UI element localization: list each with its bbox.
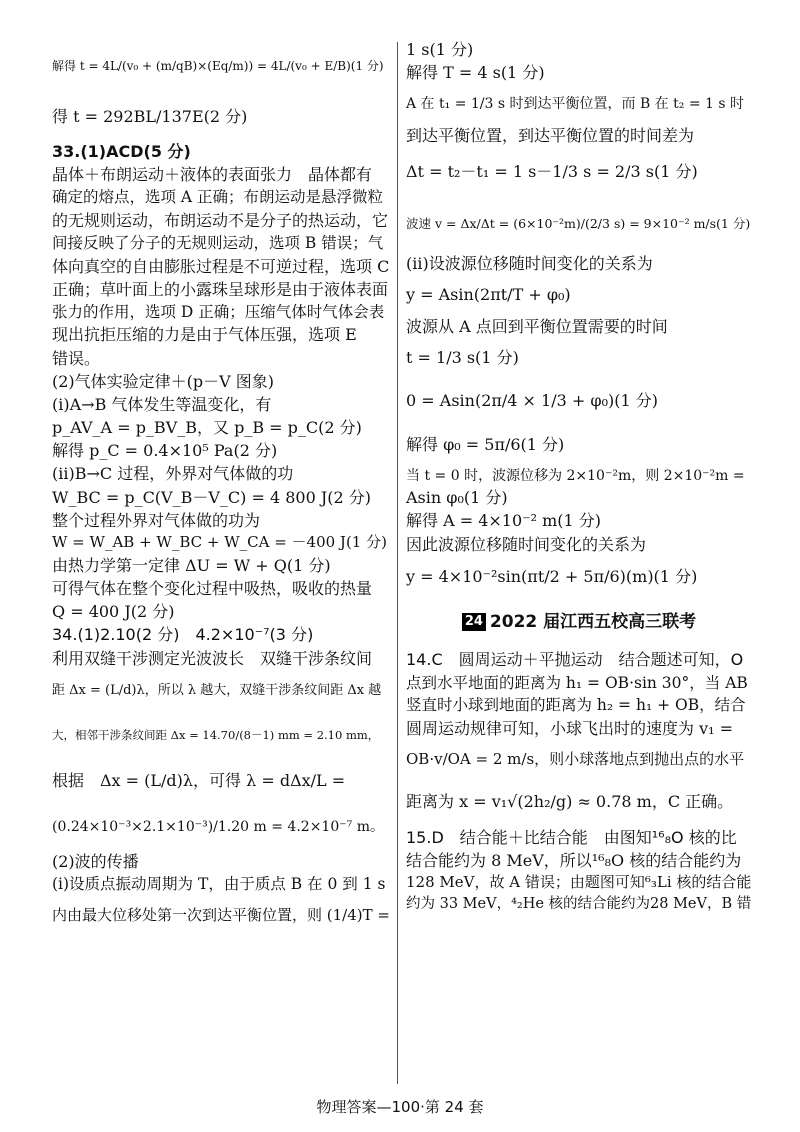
equation-line: 距离为 x = v₁√(2h₂/g) ≈ 0.78 m，C 正确。: [406, 791, 734, 811]
text-line: 结合能约为 8 MeV，所以¹⁶₈O 核的结合能约为: [406, 850, 742, 870]
text-line: 波源从 A 点回到平衡位置需要的时间: [406, 316, 668, 336]
text-line: 到达平衡位置，到达平衡位置的时间差为: [406, 126, 695, 146]
text-line: 得 t = 292BL/137E(2 分): [52, 107, 248, 126]
text-line: 正确；草叶面上的小露珠呈球形是由于液体表面: [52, 279, 389, 299]
question-14-line: 14.C 圆周运动＋平抛运动 结合题述可知，O: [406, 650, 744, 670]
text-line: 因此波源位移随时间变化的关系为: [406, 534, 647, 554]
question-15-line: 15.D 结合能＋比结合能 由图知¹⁶₈O 核的比: [406, 827, 737, 847]
text-line: 竖直时小球到地面的距离为 h₂ = h₁ + OB，结合: [406, 696, 746, 715]
right-column: [406, 38, 752, 915]
text-line: (2)波的传播: [52, 851, 139, 871]
text-line: 确定的熔点，选项 A 正确；布朗运动是悬浮微粒: [52, 188, 384, 207]
text-line: 整个过程外界对气体做的功为: [52, 510, 261, 530]
equation-line: 距 Δx = (L/d)λ，所以 λ 越大，双缝干涉条纹间距 Δx 越: [52, 682, 382, 698]
column-divider: [397, 42, 398, 1084]
text-line: 利用双缝干涉测定光波波长 双缝干涉条纹间: [52, 648, 373, 668]
exam-banner: [406, 610, 752, 635]
text-line: 晶体＋布朗运动＋液体的表面张力 晶体都有: [52, 165, 373, 185]
equation-line: 解得 A = 4×10⁻² m(1 分): [406, 511, 602, 531]
equation-line: 0 = Asin(2π/4 × 1/3 + φ₀)(1 分): [406, 390, 658, 410]
text-line: 由热力学第一定律 ΔU = W + Q(1 分): [52, 555, 331, 575]
text-line: 1 s(1 分): [406, 40, 474, 59]
text-line: 约为 33 MeV，⁴₂He 核的结合能约为28 MeV，B 错: [406, 895, 752, 912]
equation-line: 解得 p_C = 0.4×10⁵ Pa(2 分): [52, 441, 278, 461]
text-line: 128 MeV，故 A 错误；由题图可知⁶₃Li 核的结合能: [406, 873, 752, 892]
text-line: 解得 t = 4L/(v₀ + (m/qB)×(Eq/m)) = 4L/(v₀ + E/B)(1 分): [52, 59, 384, 73]
equation-line: 大，相邻干涉条纹间距 Δx = 14.70/(8－1) mm = 2.10 mm，: [52, 727, 380, 742]
exam-number-badge: 24: [462, 613, 486, 631]
equation-line: p_AV_A = p_BV_B，又 p_B = p_C(2 分): [52, 418, 362, 438]
text-line: A 在 t₁ = 1/3 s 时到达平衡位置，而 B 在 t₂ = 1 s 时: [406, 96, 744, 113]
equation-line: Asin φ₀(1 分): [406, 488, 508, 508]
text-line: (ii)设波源位移随时间变化的关系为: [406, 253, 653, 273]
text-line: 现出抗拒压缩的力是由于气体压强，选项 E: [52, 325, 357, 345]
text-line: 间接反映了分子的无规则运动，选项 B 错误；气: [52, 234, 384, 253]
text-line: (ii)B→C 过程，外界对气体做的功: [52, 464, 294, 484]
text-line: (i)设质点振动周期为 T，由于质点 B 在 0 到 1 s: [52, 874, 386, 893]
text-line: 圆周运动规律可知，小球飞出时的速度为 v₁ =: [406, 718, 734, 738]
text-line: 可得气体在整个变化过程中吸热，吸收的热量: [52, 578, 373, 598]
text-line: (2)气体实验定律＋(p－V 图象): [52, 371, 275, 391]
equation-line: (0.24×10⁻³×2.1×10⁻³)/1.20 m = 4.2×10⁻⁷ m。: [52, 818, 384, 835]
text-line: 当 t = 0 时，波源位移为 2×10⁻²m，则 2×10⁻²m =: [406, 467, 745, 484]
equation-line: Q = 400 J(2 分): [52, 602, 175, 622]
equation-line: 解得 φ₀ = 5π/6(1 分): [406, 434, 565, 454]
question-33-header: 33.(1)ACD(5 分): [52, 142, 191, 161]
text-line: 错误。: [52, 348, 101, 368]
exam-title: 2022 届江西五校高三联考: [489, 611, 697, 632]
text-line: 内由最大位移处第一次到达平衡位置，则 (1/4)T =: [52, 906, 390, 925]
text-line: (i)A→B 气体发生等温变化，有: [52, 394, 272, 414]
left-column: [52, 38, 390, 935]
equation-line: W_BC = p_C(V_B－V_C) = 4 800 J(2 分): [52, 487, 372, 507]
text-line: 张力的作用，选项 D 正确；压缩气体时气体会表: [52, 302, 385, 321]
equation-line: t = 1/3 s(1 分): [406, 347, 519, 367]
equation-line: 波速 v = Δx/Δt = (6×10⁻²m)/(2/3 s) = 9×10⁻² m/s(1 分): [406, 215, 751, 231]
text-line: 的无规则运动，布朗运动不是分子的热运动，它: [52, 210, 389, 230]
page-footer: 物理答案—100·第 24 套: [316, 1098, 484, 1116]
equation-line: Δt = t₂－t₁ = 1 s－1/3 s = 2/3 s(1 分): [406, 161, 698, 181]
equation-line: y = Asin(2πt/T + φ₀): [406, 284, 571, 304]
text-line: 点到水平地面的距离为 h₁ = OB·sin 30°，当 AB: [406, 673, 748, 692]
equation-line: W = W_AB + W_BC + W_CA = －400 J(1 分): [52, 533, 387, 552]
equation-line: OB·v/OA = 2 m/s，则小球落地点到抛出点的水平: [406, 749, 745, 768]
text-line: 体向真空的自由膨胀过程是不可逆过程，选项 C: [52, 256, 390, 276]
equation-line: 根据 Δx = (L/d)λ，可得 λ = dΔx/L =: [52, 770, 346, 790]
question-34-header: 34.(1)2.10(2 分) 4.2×10⁻⁷(3 分): [52, 625, 314, 645]
equation-line: y = 4×10⁻²sin(πt/2 + 5π/6)(m)(1 分): [406, 566, 698, 586]
equation-line: 解得 T = 4 s(1 分): [406, 63, 545, 83]
